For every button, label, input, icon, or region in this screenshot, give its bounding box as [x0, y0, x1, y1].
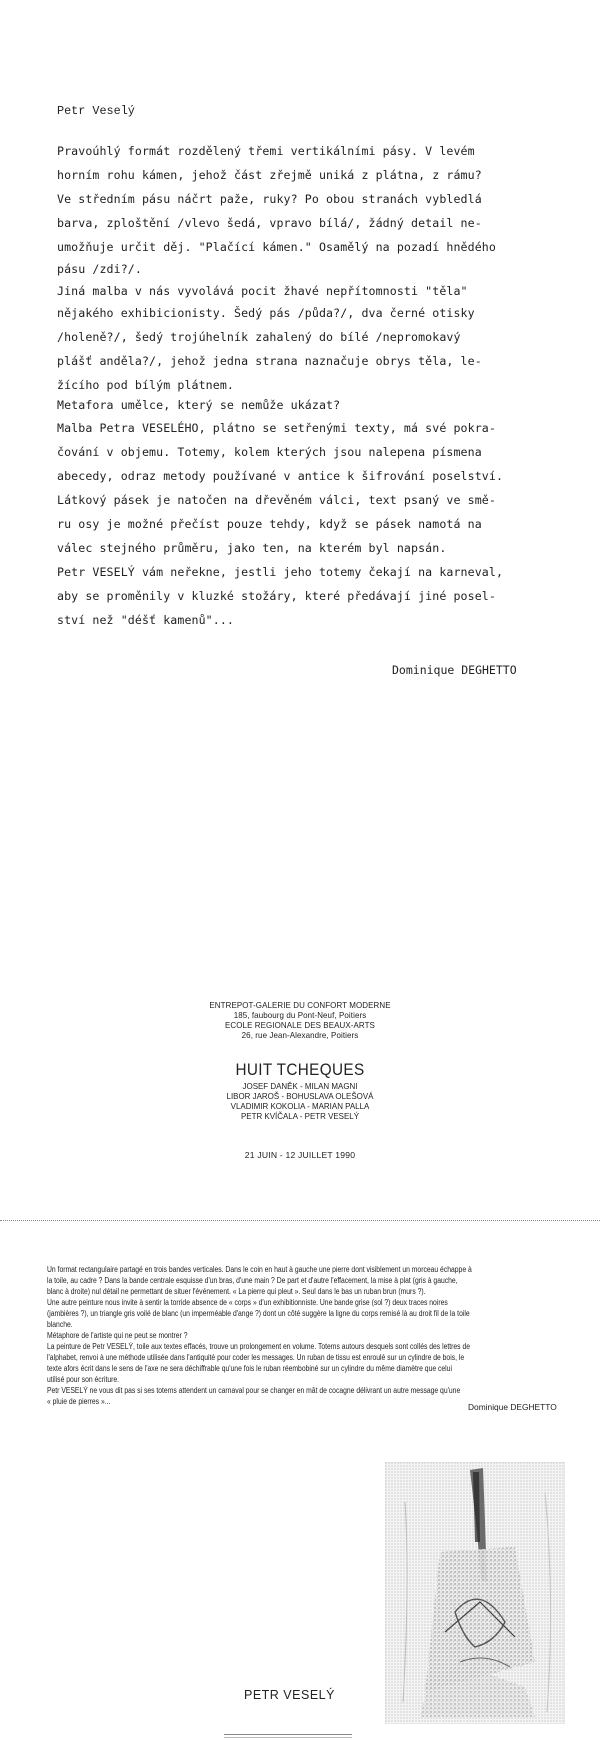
- letter-line: aby se proměnily v kluzké stožáry, které předávají jiné posel-: [57, 589, 496, 603]
- letter-line: plášť anděla?/, jehož jedna strana naznačuje obrys těla, le-: [57, 354, 482, 368]
- letter-line: Metafora umělce, který se nemůže ukázat?: [57, 398, 341, 412]
- exhibition-title: HUIT TCHEQUES: [235, 1060, 365, 1079]
- venue-line: ENTREPOT-GALERIE DU CONFORT MODERNE: [209, 1000, 391, 1010]
- exhibition-dates: 21 JUIN - 12 JUILLET 1990: [244, 1150, 356, 1160]
- translation-line: la toile, au cadre ? Dans la bande centrale esquisse d'un bras, d'une main ? De part et d'autre l'effacement, la mise à plat (gris à gauche,: [47, 1276, 458, 1285]
- letter-line: ství než "déšť kamenů"...: [57, 613, 235, 627]
- letter-line: čování v objemu. Totemy, kolem kterých jsou nalepena písmena: [57, 445, 482, 459]
- translation-line: texte afors écrit dans le sens de l'axe ne sera déchiffrable qu'une fois le ruban réembobiné sur un cylindre du même diamètre que celui: [47, 1364, 452, 1373]
- translation-line: utilisé pour son écriture.: [47, 1375, 120, 1384]
- letter-line: válec stejného průměru, jako ten, na kterém byl napsán.: [57, 541, 447, 555]
- letter-line: Petr VESELÝ vám neřekne, jestli jeho totemy čekají na karneval,: [57, 565, 504, 579]
- translation-line: blanche.: [47, 1320, 73, 1329]
- letter-line: /holeně?/, šedý trojúhelník zahalený do bílé /nepromokavý: [57, 330, 461, 344]
- translation-line: Petr VESELÝ ne vous dit pas si ses totems attendent un carnaval pour se changer en mât de cocagne délivrant un autre message qu'une: [47, 1386, 461, 1395]
- letter-line: horním rohu kámen, jehož část zřejmě uniká z plátna, z rámu?: [57, 168, 482, 182]
- letter-signature: Dominique DEGHETTO: [392, 663, 517, 677]
- letter-line: žícího pod bílým plátnem.: [57, 378, 235, 392]
- letter-author: Petr Veselý: [57, 104, 135, 118]
- artist-list: [150, 1081, 450, 1121]
- gallery-venue: [150, 1000, 450, 1040]
- translation-line: « pluie de pierres »...: [47, 1397, 111, 1406]
- venue-line: 26, rue Jean-Alexandre, Poitiers: [241, 1030, 359, 1040]
- venue-line: ECOLE REGIONALE DES BEAUX-ARTS: [225, 1020, 375, 1030]
- artist-line: VLADIMIR KOKOLIA - MARIAN PALLA: [230, 1101, 370, 1111]
- letter-line: ru osy je možné přečíst pouze tehdy, když se pásek namotá na: [57, 517, 482, 531]
- letter-line: Jiná malba v nás vyvolává pocit žhavé nepřítomnosti "těla": [57, 284, 468, 298]
- letter-line: pásu /zdi?/.: [57, 262, 142, 276]
- letter-line: Malba Petra VESELÉHO, plátno se setřenými texty, má své pokra-: [57, 421, 496, 435]
- letter-line: Látkový pásek je natočen na dřevěném válci, text psaný ve smě-: [57, 493, 496, 507]
- page-edge-line: [224, 1734, 352, 1738]
- translation-signature: Dominique DEGHETTO: [468, 1402, 557, 1412]
- translation-line: blanc à droite) nul détail ne permettant de situer l'événement. « La pierre qui pleut ». Seul dans le bas un ruban brun (murs ?).: [47, 1287, 426, 1296]
- translation-line: Métaphore de l'artiste qui ne peut se montrer ?: [47, 1331, 188, 1340]
- artist-name-caption: PETR VESELÝ: [244, 1688, 335, 1702]
- translation-line: La peinture de Petr VESELÝ, toile aux textes effacés, trouve un prolongement en volume. Totems autours desquels sont collés des lettres de: [47, 1342, 470, 1351]
- translation-line: Un format rectangulaire partagé en trois bandes verticales. Dans le coin en haut à gauche une pierre dont visiblement un morceau échappe à: [47, 1265, 472, 1274]
- artwork-sketch-image: [385, 1462, 565, 1724]
- artist-line: PETR KVÍČALA - PETR VESELÝ: [240, 1111, 360, 1121]
- letter-line: nějakého exhibicionisty. Šedý pás /půda?/, dva černé otisky: [57, 306, 475, 320]
- translation-line: Une autre peinture nous invite à sentir la torride absence de « corps » d'un exhibitionniste. Une bande grise (sol ?) deux traces noires: [47, 1298, 448, 1307]
- letter-line: Pravoúhlý formát rozdělený třemi vertikálními pásy. V levém: [57, 144, 475, 158]
- letter-line: barva, zploštění /vlevo šedá, vpravo bílá/, žádný detail ne-: [57, 216, 482, 230]
- venue-line: 185, faubourg du Pont-Neuf, Poitiers: [233, 1010, 367, 1020]
- translation-line: l'alphabet, renvoi à une méthode utilisée dans l'antiquité pour coder les messages. Un ruban de tissu est enroulé sur un cylindre de bois, le: [47, 1353, 465, 1362]
- translation-line: (jambières ?), un triangle gris voilé de blanc (un imperméable d'ange ?) dont un côté suggère la ligne du corps remisé là au droit fil de la toile: [47, 1309, 470, 1318]
- page-divider: [0, 1220, 600, 1221]
- artist-line: LIBOR JAROŠ - BOHUSLAVA OLEŠOVÁ: [226, 1091, 374, 1101]
- artist-line: JOSEF DANĚK - MILAN MAGNI: [242, 1081, 358, 1091]
- letter-line: Ve středním pásu náčrt paže, ruky? Po obou stranách vybledlá: [57, 192, 482, 206]
- letter-line: umožňuje určit děj. "Plačící kámen." Osamělý na pozadí hnědého: [57, 240, 496, 254]
- letter-line: abecedy, odraz metody používané v antice k šifrování poselství.: [57, 469, 504, 483]
